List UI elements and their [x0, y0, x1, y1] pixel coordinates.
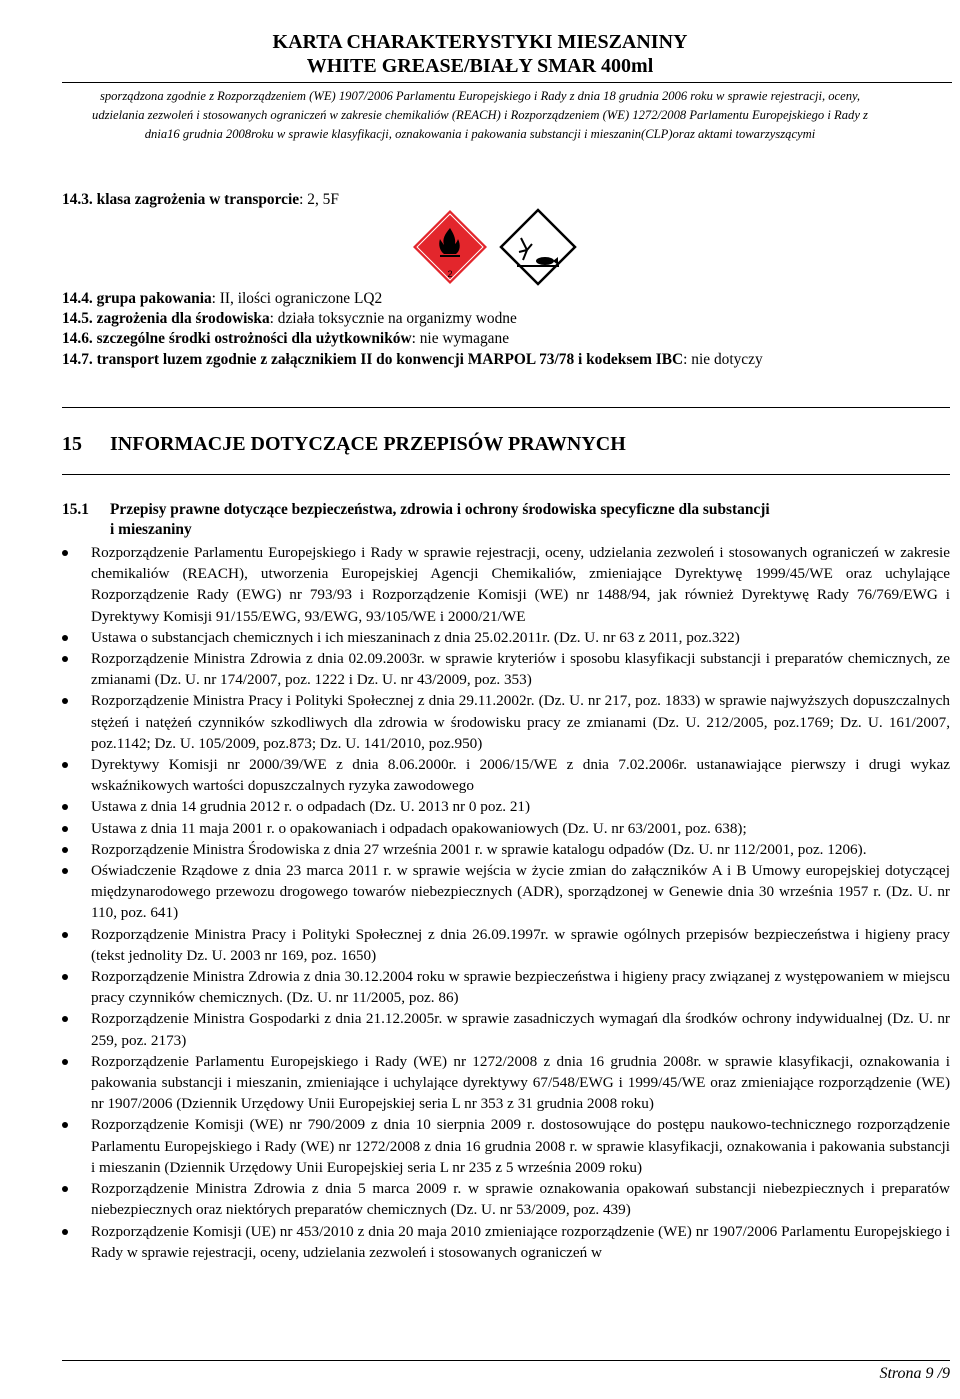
- item-14-6-label: 14.6. szczególne środki ostrożności dla użytkowników: [62, 330, 412, 347]
- item-14-7: [62, 350, 763, 370]
- list-item: Dyrektywy Komisji nr 2000/39/WE z dnia 8.06.2000r. i 2006/15/WE z dnia 7.02.2006r. ustanawiające pierwszy i drugi wykaz wskaźnikowych wartości dopuszczalnych ryzyka zawodowego: [62, 754, 950, 796]
- list-item: Rozporządzenie Parlamentu Europejskiego i Rady (WE) nr 1272/2008 z dnia 16 grudnia 2008r. w sprawie klasyfikacji, oznakowania i pakowania substancji i mieszanin, zmieniające i uchylające dyrektywy 67/548/EWG i 1999/45/WE oraz zmieniające rozporządzenie (WE) nr 1907/2006 (Dziennik Urzędowy Unii Europejskiej seria L nr 353 z 31 grudnia 2008 roku): [62, 1051, 950, 1115]
- item-14-7-label: 14.7. transport luzem zgodnie z załącznikiem II do konwencji MARPOL 73/78 i kodeksem IBC: [62, 351, 684, 368]
- section-15-heading: [62, 432, 626, 456]
- regulation-note-line-1: sporządzona zgodnie z Rozporządzeniem (WE) 1907/2006 Parlamentu Europejskiego i Rady z dnia 18 grudnia 2006 roku w sprawie rejestracji, oceny,: [99, 89, 861, 103]
- list-item: Ustawa z dnia 14 grudnia 2012 r. o odpadach (Dz. U. 2013 nr 0 poz. 21): [62, 796, 950, 817]
- subsection-number: 15.1: [62, 501, 89, 518]
- bullet-icon: [62, 698, 68, 704]
- bullet-icon: [62, 1059, 68, 1065]
- list-item: Rozporządzenie Komisji (WE) nr 790/2009 z dnia 10 sierpnia 2009 r. dostosowujące do postępu naukowo-technicznego rozporządzenie Parlamentu Europejskiego i Rady (WE) nr 1272/2008 z dnia 16 grudnia 2008 r. w sprawie klasyfikacji, oznakowania i pakowania substancji i mieszanin (Dziennik Urzędowy Unii Europejskiej seria L nr 235 z 5 września 2009 roku): [62, 1114, 950, 1178]
- list-item: Rozporządzenie Ministra Środowiska z dnia 27 września 2001 r. w sprawie katalogu odpadów (Dz. U. nr 112/2001, poz. 1206).: [62, 839, 950, 860]
- item-14-4: [62, 289, 382, 309]
- document-title: KARTA CHARAKTERYSTYKI MIESZANINY: [272, 31, 688, 53]
- bullet-icon: [62, 804, 68, 810]
- section-divider-bottom: [62, 474, 950, 475]
- list-item: Rozporządzenie Komisji (UE) nr 453/2010 z dnia 20 maja 2010 zmieniające rozporządzenie (WE) nr 1907/2006 Parlamentu Europejskiego i Rady w sprawie rejestracji, oceny, udzielania zezwoleń i stosowanych ograniczeń w: [62, 1221, 950, 1263]
- list-item: Rozporządzenie Parlamentu Europejskiego i Rady w sprawie rejestracji, oceny, udzielania zezwoleń i stosowanych ograniczeń w zakresie chemikaliów (REACH), utworzenia Europejskiej Agencji Chemikaliów, zmieniające Dyrektywę 1999/45/WE oraz uchylające Rozporządzenie Rady (EWG) nr 793/93 i Rozporządzenie Komisji (WE) nr 1488/94, jak również Dyrektywę Rady 76/769/EWG i Dyrektywy Komisji 91/155/EWG, 93/EWG, 93/105/WE i 2000/21/WE: [62, 542, 950, 627]
- item-14-4-label: 14.4. grupa pakowania: [62, 290, 212, 307]
- bullet-icon: [62, 762, 68, 768]
- list-item: Rozporządzenie Ministra Zdrowia z dnia 30.12.2004 roku w sprawie bezpieczeństwa i higieny pracy związanej z występowaniem w miejscu pracy czynników chemicznych. (Dz. U. nr 11/2005, poz. 86): [62, 966, 950, 1008]
- item-14-5-label: 14.5. zagrożenia dla środowiska: [62, 310, 270, 327]
- list-item: Rozporządzenie Ministra Zdrowia z dnia 5 marca 2009 r. w sprawie oznakowania opakowań substancji niebezpiecznych i preparatów niebezpiecznych oraz niektórych preparatów chemicznych (Dz. U. nr 53/2009, poz. 439): [62, 1178, 950, 1220]
- bullet-icon: [62, 1122, 68, 1128]
- bullet-icon: [62, 847, 68, 853]
- bullet-icon: [62, 635, 68, 641]
- item-14-3: [62, 190, 339, 210]
- item-14-5: [62, 309, 517, 329]
- section-divider-top: [62, 407, 950, 408]
- subsection-title-line-2: i mieszaniny: [110, 521, 192, 538]
- environment-hazard-pictogram: [499, 208, 577, 286]
- page-number: Strona 9 /9: [879, 1365, 950, 1382]
- list-item: Rozporządzenie Ministra Gospodarki z dnia 21.12.2005r. w sprawie zasadniczych wymagań dla środków ochrony indywidualnej (Dz. U. nr 259, poz. 2173): [62, 1008, 950, 1050]
- item-14-3-label: 14.3. klasa zagrożenia w transporcie: [62, 191, 300, 208]
- item-14-6-value: : nie wymagane: [411, 330, 510, 347]
- item-14-6: [62, 329, 509, 349]
- bullet-icon: [62, 1186, 68, 1192]
- section-number: 15: [62, 433, 82, 455]
- bullet-icon: [62, 1229, 68, 1235]
- flammable-gas-pictogram: [411, 208, 489, 286]
- list-item: Ustawa z dnia 11 maja 2001 r. o opakowaniach i odpadach opakowaniowych (Dz. U. nr 63/2001, poz. 638);: [62, 818, 950, 839]
- regulation-note-line-2: udzielania zezwoleń i stosowanych ograniczeń w zakresie chemikaliów (REACH) i Rozporządzeniem (WE) 1272/2008 Parlamentu Europejskiego i Rady z: [92, 108, 868, 122]
- subsection-15-1-heading: [62, 500, 950, 540]
- list-item: Rozporządzenie Ministra Pracy i Polityki Społecznej z dnia 26.09.1997r. w sprawie ogólnych przepisów bezpieczeństwa i higieny pracy (tekst jednolity Dz. U. 2003 nr 169, poz. 1650): [62, 924, 950, 966]
- list-item: Rozporządzenie Ministra Pracy i Polityki Społecznej z dnia 29.11.2002r. (Dz. U. nr 217, poz. 1833) w sprawie najwyższych dopuszczalnych stężeń i natężeń czynników szkodliwych dla zdrowia w środowisku pracy ze zmianami (Dz. U. 212/2005, poz.1769; Dz. U. 161/2007, poz.1142; Dz. U. 105/2009, poz.873; Dz. U. 141/2010, poz.950): [62, 690, 950, 754]
- subsection-title-line-1: Przepisy prawne dotyczące bezpieczeństwa, zdrowia i ochrony środowiska specyficzne dla substancji: [110, 501, 770, 518]
- bullet-icon: [62, 656, 68, 662]
- pictogram-class-number: 2: [447, 269, 453, 279]
- regulation-note-line-3: dnia16 grudnia 2008roku w sprawie klasyfikacji, oznakowania i pakowania substancji i mieszanin(CLP)oraz aktami towarzyszącymi: [144, 127, 816, 141]
- bullet-icon: [62, 1016, 68, 1022]
- item-14-4-value: : II, ilości ograniczone LQ2: [211, 290, 383, 307]
- bullet-icon: [62, 932, 68, 938]
- bullet-icon: [62, 826, 68, 832]
- bullet-icon: [62, 974, 68, 980]
- footer-divider: [62, 1360, 950, 1361]
- list-item: Ustawa o substancjach chemicznych i ich mieszaninach z dnia 25.02.2011r. (Dz. U. nr 63 z 2011, poz.322): [62, 627, 950, 648]
- list-item: Oświadczenie Rządowe z dnia 23 marca 2011 r. w sprawie wejścia w życie zmian do załączników A i B Umowy europejskiej dotyczącej międzynarodowego przewozu drogowego towarów niebezpiecznych (ADR), sporządzonej w Genewie dnia 30 września 1957 r. (Dz. U. nr 110, poz. 641): [62, 860, 950, 924]
- bullet-icon: [62, 868, 68, 874]
- item-14-3-value: : 2, 5F: [299, 191, 339, 208]
- item-14-5-value: : działa toksycznie na organizmy wodne: [269, 310, 517, 327]
- item-14-7-value: : nie dotyczy: [683, 351, 763, 368]
- bullet-icon: [62, 550, 68, 556]
- header-divider: [62, 82, 952, 83]
- section-title: INFORMACJE DOTYCZĄCE PRZEPISÓW PRAWNYCH: [110, 433, 626, 455]
- product-name: WHITE GREASE/BIAŁY SMAR 400ml: [306, 55, 654, 77]
- list-item: Rozporządzenie Ministra Zdrowia z dnia 02.09.2003r. w sprawie kryteriów i sposobu klasyfikacji substancji i preparatów chemicznych, ze zmianami (Dz. U. nr 174/2007, poz. 1222 i Dz. U. nr 43/2009, poz. 353): [62, 648, 950, 690]
- regulations-list: [62, 542, 950, 1263]
